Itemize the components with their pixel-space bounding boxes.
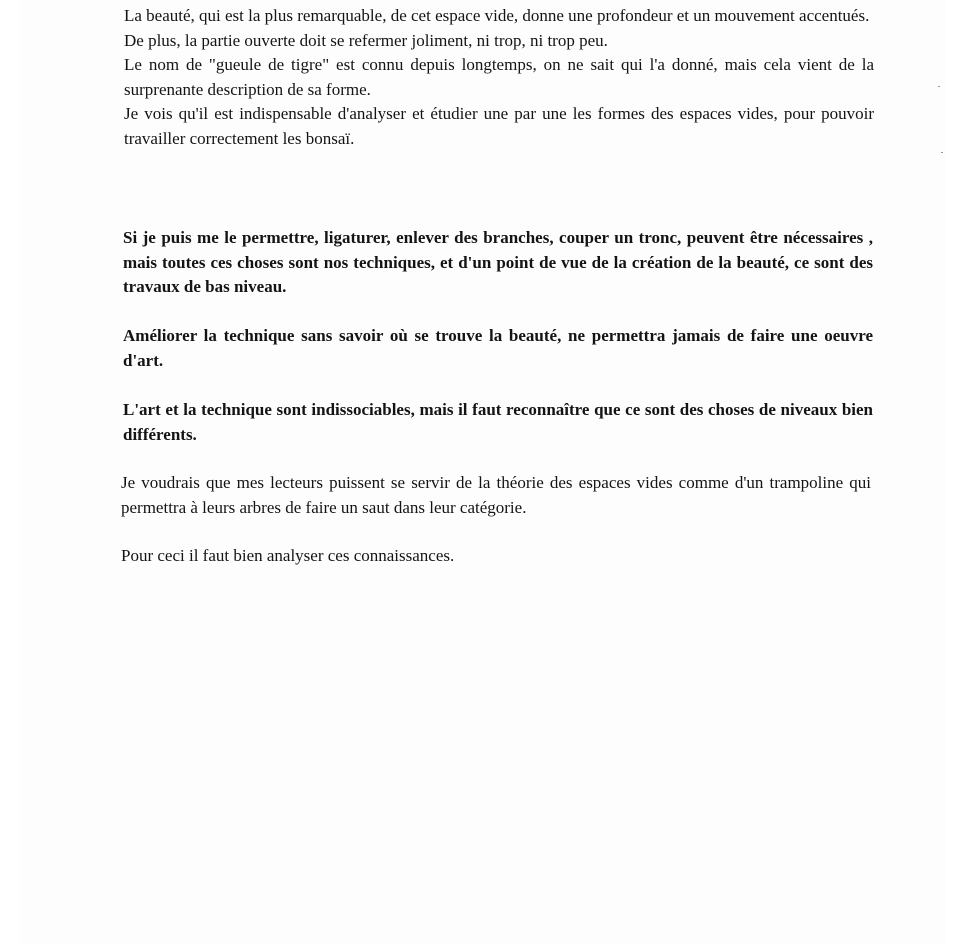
paragraph-text: Si je puis me le permettre, ligaturer, enlever des branches, couper un tronc, peuvent être nécessaires , mais toutes ces choses sont nos techniques, et d'un point de vue de la création de la beauté, ce sont des travaux de bas niveau. <box>123 228 873 297</box>
intro-section <box>124 4 874 152</box>
scan-speck <box>938 86 940 87</box>
intro-line: La beauté, qui est la plus remarquable, de cet espace vide, donne une profondeur et un mouvement accentués. <box>124 6 870 25</box>
paragraph-text: L'art et la technique sont indissociables, mais il faut reconnaître que ce sont des choses de niveaux bien différents. <box>123 400 873 444</box>
bold-paragraph <box>123 398 873 447</box>
intro-line: Je vois qu'il est indispensable d'analyser et étudier une par une les formes des espaces vides, pour pouvoir travailler correctement les bonsaï. <box>124 104 874 148</box>
intro-line: Le nom de "gueule de tigre" est connu depuis longtemps, on ne sait qui l'a donné, mais cela vient de la surprenante description de sa forme. <box>124 55 874 99</box>
document-page <box>20 0 945 944</box>
closing-paragraph <box>121 544 871 569</box>
scan-speck <box>941 152 943 153</box>
paragraph-text: Pour ceci il faut bien analyser ces connaissances. <box>121 546 455 565</box>
paragraph-text: Améliorer la technique sans savoir où se trouve la beauté, ne permettra jamais de faire une oeuvre d'art. <box>123 326 873 370</box>
closing-paragraph <box>121 471 871 520</box>
bold-paragraph <box>123 324 873 373</box>
intro-line: De plus, la partie ouverte doit se refermer joliment, ni trop, ni trop peu. <box>124 30 608 50</box>
paragraph-text: Je voudrais que mes lecteurs puissent se servir de la théorie des espaces vides comme d'un trampoline qui permettra à leurs arbres de faire un saut dans leur catégorie. <box>121 473 871 517</box>
bold-paragraph <box>123 226 873 300</box>
